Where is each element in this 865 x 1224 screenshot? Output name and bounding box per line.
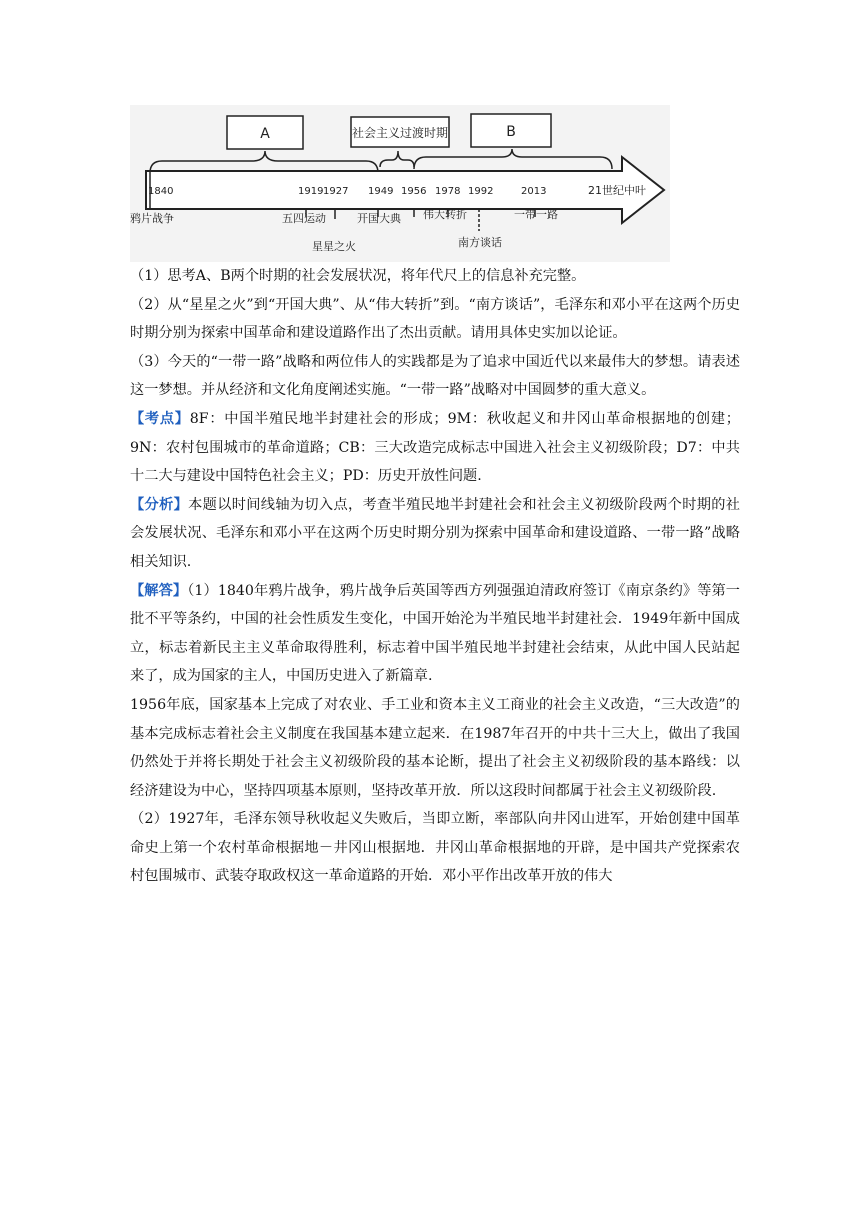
jieda-section — [130, 577, 740, 691]
event-may-fourth: 五四运动 — [282, 212, 326, 225]
kaodian-label: 【考点】 — [130, 410, 190, 427]
kaodian-section — [130, 405, 740, 491]
year-2013: 2013 — [521, 186, 547, 197]
year-21st-century-mid: 21世纪中叶 — [588, 184, 646, 197]
event-opium-war: 鸦片战争 — [130, 212, 174, 225]
year-1919: 1919 — [298, 186, 324, 197]
jieda-label: 【解答】 — [130, 582, 188, 599]
jieda-paragraph-2: 1956年底，国家基本上完成了对农业、手工业和资本主义工商业的社会主义改造，“三大改造”的基本完成标志着社会主义制度在我国基本建立起来．在1987年召开的中共十三大上，做出了我国仍然处于并将长期处于社会主义初级阶段的基本论断，提出了社会主义初级阶段的基本路线：以经济建设为中心，坚持四项基本原则，坚持改革开放．所以这段时间都属于社会主义初级阶段. — [130, 696, 740, 799]
year-1956: 1956 — [401, 186, 427, 197]
question-3: （3）今天的“一带一路”战略和两位伟人的实践都是为了追求中国近代以来最伟大的梦想。请表述这一梦想。并从经济和文化角度阐述实施。“一带一路”战略对中国圆梦的重大意义。 — [130, 353, 740, 399]
timeline-figure — [130, 105, 670, 262]
year-1978: 1978 — [435, 186, 461, 197]
event-belt-road: 一带一路 — [514, 208, 558, 221]
question-2: （2）从“星星之火”到“开国大典”、从“伟大转折”到。“南方谈话”，毛泽东和邓小平在这两个历史时期分别为探索中国革命和建设道路作出了杰出贡献。请用具体史实加以论证。 — [130, 296, 740, 342]
brace-transition — [380, 151, 414, 167]
year-1949: 1949 — [368, 186, 394, 197]
timeline-diagram — [130, 105, 670, 262]
year-1840: 1840 — [148, 186, 174, 197]
event-founding: 开国大典 — [357, 212, 401, 225]
year-1992: 1992 — [468, 186, 494, 197]
box-b-label: B — [506, 124, 516, 140]
kaodian-text: 8F：中国半殖民地半封建社会的形成；9M：秋收起义和井冈山革命根据地的创建；9N：农村包围城市的革命道路；CB：三大改造完成标志中国进入社会主义初级阶段；D7：中共十二大与建设中国特色社会主义；PD：历史开放性问题. — [130, 410, 740, 485]
document-body — [130, 262, 740, 891]
event-great-turn: 伟大转折 — [423, 208, 467, 221]
jieda-text-1: （1）1840年鸦片战争，鸦片战争后英国等西方列强强迫清政府签订《南京条约》等第一批不平等条约，中国的社会性质发生变化，中国开始沦为半殖民地半封建社会．1949年新中国成立，标志着新民主主义革命取得胜利，标志着中国半殖民地半封建社会结束，从此中国人民站起来了，成为国家的主人，中国历史进入了新篇章. — [130, 582, 740, 685]
brace-b — [414, 149, 612, 169]
fenxi-text: 本题以时间线轴为切入点，考查半殖民地半封建社会和社会主义初级阶段两个时期的社会发展状况、毛泽东和邓小平在这两个历史时期分别为探索中国革命和建设道路、一带一路”战略相关知识. — [130, 496, 740, 570]
event-spark: 星星之火 — [312, 240, 356, 253]
brace-a — [150, 151, 378, 173]
fenxi-section — [130, 491, 740, 577]
fenxi-label: 【分析】 — [130, 496, 189, 513]
box-a-label: A — [260, 126, 270, 142]
jieda-paragraph-3: （2）1927年，毛泽东领导秋收起义失败后，当即立断，率部队向井冈山进军，开始创建中国革命史上第一个农村革命根据地－井冈山根据地．井冈山革命根据地的开辟，是中国共产党探索农村包围城市、武装夺取政权这一革命道路的开始．邓小平作出改革开放的伟大 — [130, 811, 740, 885]
question-1: （1）思考A、B两个时期的社会发展状况，将年代尺上的信息补充完整。 — [130, 268, 586, 284]
year-1927: 1927 — [323, 186, 349, 197]
event-southern-talk: 南方谈话 — [458, 236, 502, 249]
box-transition-label: 社会主义过渡时期 — [351, 126, 449, 140]
